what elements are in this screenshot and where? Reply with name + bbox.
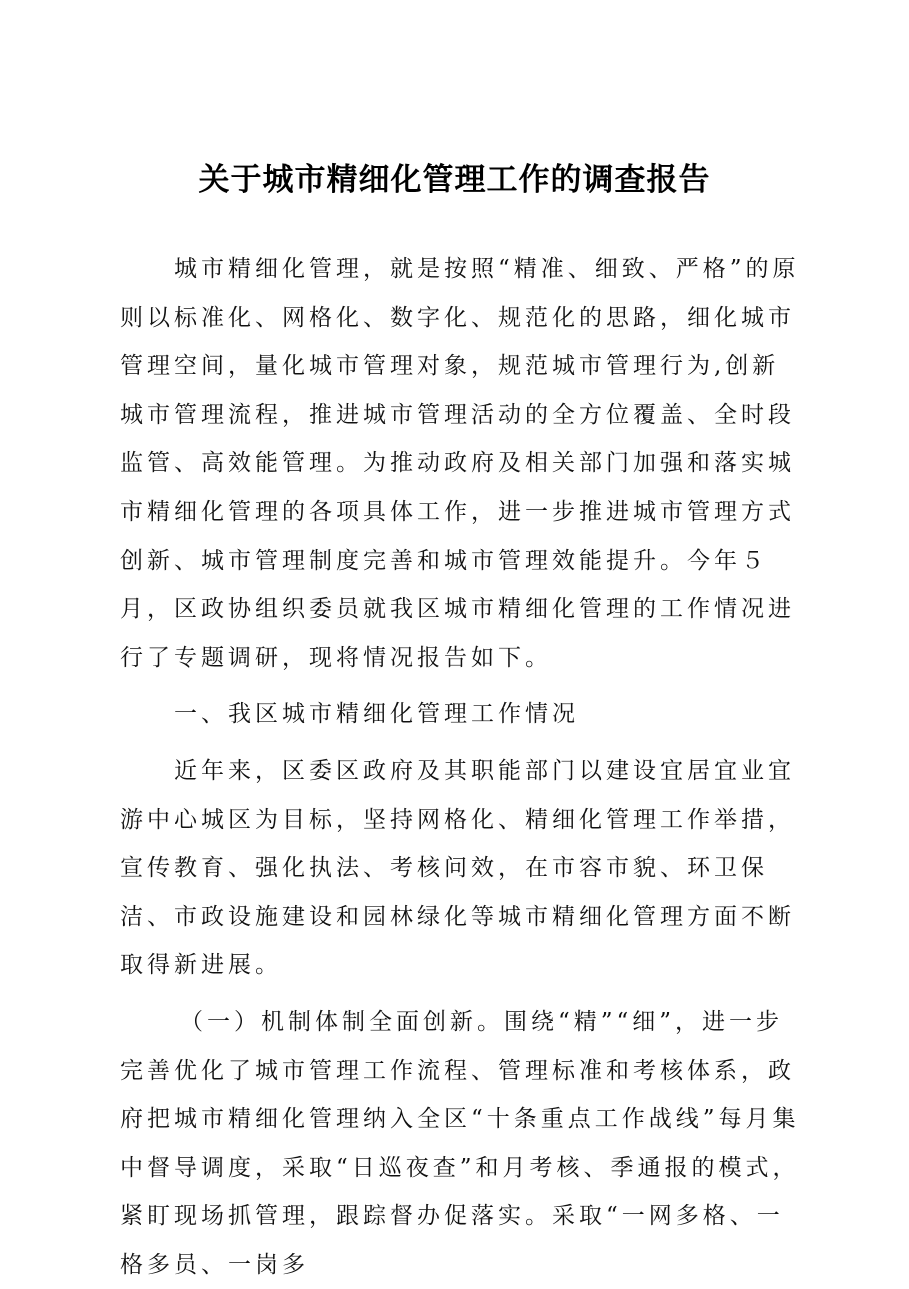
paragraph-overview: 近年来，区委区政府及其职能部门以建设宜居宜业宜游中心城区为目标，坚持网格化、精细化管理工作举措，宣传教育、强化执法、考核问效，在市容市貌、环卫保洁、市政设施建设和园林绿化等城市精细化管理方面不断取得新进展。 bbox=[120, 757, 795, 979]
paragraph-subsection-1: （一）机制体制全面创新。围绕“精”“细”，进一步完善优化了城市管理工作流程、管理标准和考核体系，政府把城市精细化管理纳入全区“十条重点工作战线”每月集中督导调度，采取“日巡夜查”和月考核、季通报的模式，紧盯现场抓管理，跟踪督办促落实。采取“一网多格、一格多员、一岗多 bbox=[120, 1008, 800, 1278]
document-body bbox=[120, 245, 800, 1289]
paragraph-intro: 城市精细化管理，就是按照“精准、细致、严格”的原则以标准化、网格化、数字化、规范化的思路，细化城市管理空间，量化城市管理对象，规范城市管理行为,创新城市管理流程，推进城市管理活动的全方位覆盖、全时段监管、高效能管理。为推动政府及相关部门加强和落实城市精细化管理的各项具体工作，进一步推进城市管理方式创新、城市管理制度完善和城市管理效能提升。今年５月，区政协组织委员就我区城市精细化管理的工作情况进行了专题调研，现将情况报告如下。 bbox=[120, 256, 800, 671]
document-title: 关于城市精细化管理工作的调查报告 bbox=[198, 162, 711, 198]
section-heading-1: 一、我区城市精细化管理工作情况 bbox=[174, 701, 579, 728]
